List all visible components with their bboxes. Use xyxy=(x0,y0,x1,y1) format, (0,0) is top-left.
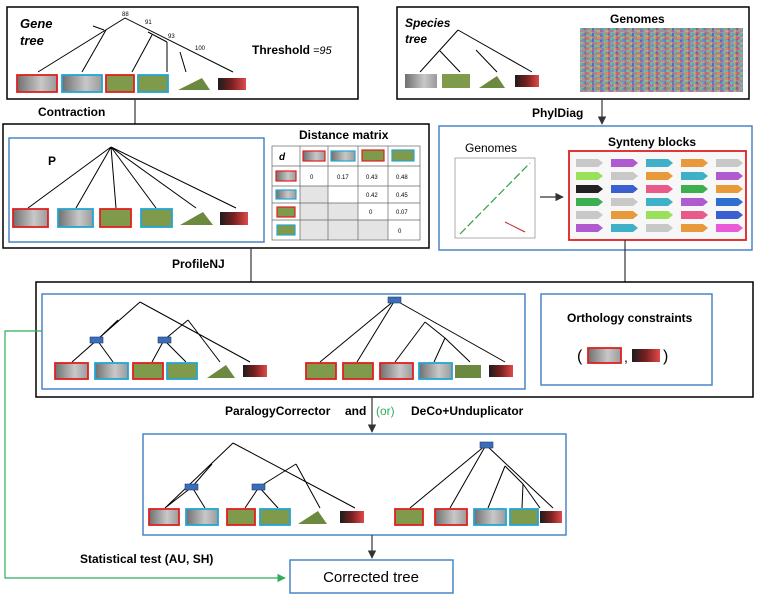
corrector-label: ParalogyCorrector xyxy=(225,404,331,418)
bootstrap-88: 88 xyxy=(122,12,129,18)
p-label: P xyxy=(48,154,57,168)
matrix-row-4 xyxy=(277,225,295,235)
orthology-title: Orthology constraints xyxy=(567,311,693,325)
contracted-leaf-6 xyxy=(220,212,248,225)
species-tree-title-1: Species xyxy=(405,16,451,30)
matrix-row-1 xyxy=(276,171,296,181)
corr-b-leaf-1 xyxy=(395,509,423,525)
tree-a-leaf-3 xyxy=(133,363,163,379)
leaf-fish-red-1 xyxy=(17,75,57,92)
leaf-fish-dark xyxy=(218,78,246,90)
phyldiag-label: PhylDiag xyxy=(532,106,584,120)
corrected-trees-panel xyxy=(143,434,566,535)
orthology-close-paren: ) xyxy=(663,348,669,365)
contracted-leaf-3 xyxy=(100,209,131,227)
tree-b-leaf-1 xyxy=(306,363,336,379)
tree-a-leaf-6 xyxy=(243,365,267,377)
matrix-cell: 0.43 xyxy=(366,175,378,181)
matrix-col-4 xyxy=(392,150,414,161)
corr-b-leaf-5 xyxy=(540,511,562,523)
orthology-comma: , xyxy=(624,349,628,365)
matrix-col-1 xyxy=(303,151,325,161)
tree-b-leaf-4 xyxy=(419,363,452,379)
profilenj-panel xyxy=(36,282,753,397)
corr-a-leaf-2 xyxy=(186,509,218,525)
contraction-label: Contraction xyxy=(38,105,106,119)
corr-a-leaf-1 xyxy=(149,509,179,525)
orthology-open-paren: ( xyxy=(577,348,583,365)
species-leaf-2 xyxy=(442,74,470,88)
matrix-cell: 0 xyxy=(398,229,402,235)
corrected-tree-label: Corrected tree xyxy=(323,569,419,586)
bootstrap-93: 93 xyxy=(168,34,175,40)
or-label: (or) xyxy=(376,404,395,418)
tree-b-leaf-2 xyxy=(343,363,373,379)
corr-b-leaf-4 xyxy=(510,509,538,525)
threshold-label: Threshold xyxy=(252,43,311,57)
species-tree-title-2: tree xyxy=(405,32,428,46)
tree-a-leaf-1 xyxy=(55,363,88,379)
corr-b-leaf-3 xyxy=(474,509,506,525)
matrix-col-2 xyxy=(331,151,355,161)
profilenj-label: ProfileNJ xyxy=(172,257,225,271)
matrix-row-2 xyxy=(276,190,296,199)
matrix-cell: 0 xyxy=(369,210,373,216)
and-label: and xyxy=(345,404,367,418)
synteny-panel xyxy=(439,126,752,250)
duplication-node xyxy=(252,484,265,490)
matrix-cell: 0 xyxy=(310,175,314,181)
gene-tree-panel xyxy=(7,7,358,99)
corr-b-leaf-2 xyxy=(435,509,467,525)
bootstrap-91: 91 xyxy=(145,20,152,26)
contracted-leaf-2 xyxy=(58,209,93,227)
tree-a-leaf-2 xyxy=(95,363,128,379)
duplication-node xyxy=(90,337,103,343)
contracted-leaf-1 xyxy=(13,209,48,227)
matrix-row-3 xyxy=(277,207,295,217)
genomes-label-top: Genomes xyxy=(610,12,665,26)
contracted-leaf-4 xyxy=(141,209,172,227)
species-leaf-1 xyxy=(405,74,437,88)
duplication-node xyxy=(480,442,493,448)
species-tree-panel xyxy=(397,7,749,99)
tree-a-leaf-4 xyxy=(167,363,197,379)
corr-a-leaf-6 xyxy=(340,511,364,523)
corr-a-leaf-3 xyxy=(227,509,255,525)
bootstrap-100: 100 xyxy=(195,46,206,52)
corr-a-leaf-4 xyxy=(260,509,290,525)
matrix-cell: 0.48 xyxy=(396,175,408,181)
leaf-frog-cyan xyxy=(138,75,168,92)
matrix-col-3 xyxy=(362,150,384,161)
matrix-cell: 0.07 xyxy=(396,210,408,216)
orthology-box xyxy=(541,294,712,385)
deco-label: DeCo+Unduplicator xyxy=(411,404,524,418)
synteny-blocks-title: Synteny blocks xyxy=(608,135,697,149)
orthology-leaf-2 xyxy=(632,349,660,362)
species-leaf-4 xyxy=(515,75,539,87)
gene-tree-title-1: Gene xyxy=(20,16,53,31)
orthology-leaf-1 xyxy=(588,348,621,363)
gene-tree-title-2: tree xyxy=(20,33,44,48)
matrix-cell: 0.42 xyxy=(366,193,378,199)
duplication-node xyxy=(185,484,198,490)
leaf-fish-cyan-1 xyxy=(62,75,102,92)
threshold-value: =95 xyxy=(313,45,332,57)
tree-b-leaf-5 xyxy=(455,365,481,378)
contraction-panel xyxy=(3,124,429,248)
matrix-cell: 0.45 xyxy=(396,193,408,199)
tree-b-leaf-6 xyxy=(489,365,513,377)
leaf-frog-red xyxy=(106,75,134,92)
duplication-node xyxy=(158,337,171,343)
genomes-label-dotplot: Genomes xyxy=(465,141,518,155)
matrix-cell: 0.17 xyxy=(337,175,349,181)
distance-matrix-title: Distance matrix xyxy=(299,128,389,142)
corrected-tree-b-leaves xyxy=(395,509,562,525)
tree-b-leaf-3 xyxy=(380,363,413,379)
stat-test-label: Statistical test (AU, SH) xyxy=(80,552,214,566)
matrix-corner: d xyxy=(279,152,286,163)
duplication-node xyxy=(388,297,401,303)
